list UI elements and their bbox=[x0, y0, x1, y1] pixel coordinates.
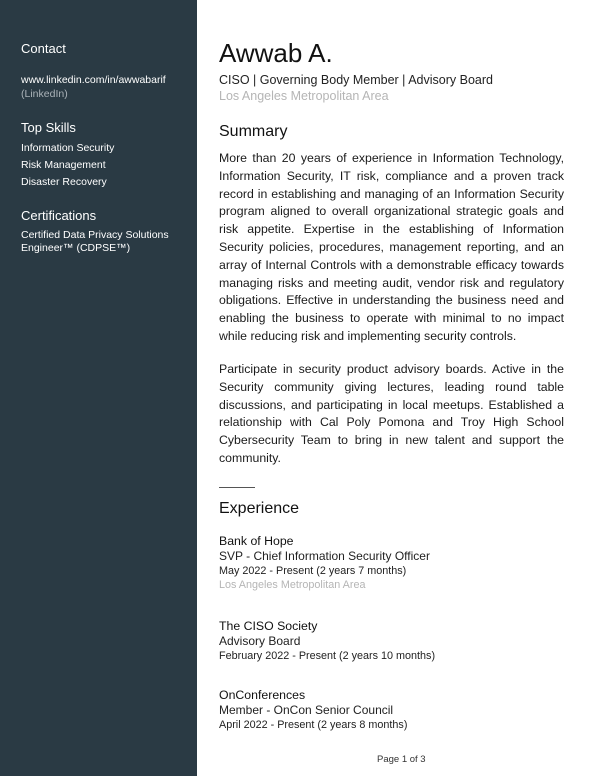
profile-name: Awwab A. bbox=[219, 38, 333, 68]
linkedin-link[interactable]: www.linkedin.com/in/awwabarif bbox=[21, 74, 166, 86]
section-divider bbox=[219, 487, 255, 488]
job-dates: April 2022 - Present (2 years 8 months) bbox=[219, 719, 408, 731]
linkedin-label[interactable]: (LinkedIn) bbox=[21, 88, 68, 100]
company-name: The CISO Society bbox=[219, 619, 318, 633]
company-name: OnConferences bbox=[219, 688, 306, 702]
certification-item: Certified Data Privacy Solutions bbox=[21, 229, 169, 241]
skill-item: Information Security bbox=[21, 142, 115, 154]
experience-entry bbox=[219, 618, 435, 663]
page-number: Page 1 of 3 bbox=[377, 754, 426, 765]
experience-entry bbox=[219, 533, 430, 592]
top-skills-heading: Top Skills bbox=[21, 120, 76, 135]
summary-heading: Summary bbox=[219, 123, 288, 140]
job-title: Member - OnCon Senior Council bbox=[219, 703, 394, 717]
experience-entry bbox=[219, 687, 407, 732]
job-location: Los Angeles Metropolitan Area bbox=[219, 579, 366, 591]
skill-item: Risk Management bbox=[21, 159, 106, 171]
job-title: SVP - Chief Information Security Officer bbox=[219, 549, 430, 563]
profile-location: Los Angeles Metropolitan Area bbox=[219, 89, 389, 103]
certification-item-cont: Engineer™ (CDPSE™) bbox=[21, 242, 131, 254]
skill-item: Disaster Recovery bbox=[21, 176, 107, 188]
company-name: Bank of Hope bbox=[219, 534, 294, 548]
profile-headline: CISO | Governing Body Member | Advisory Board bbox=[219, 73, 493, 87]
summary-paragraph-1: More than 20 years of experience in Information Technology, Information Security, IT risk, compliance and a proven track record in establishing and managing of an Information Security program aligned to overall organizational strategic goals and risk appetite. Expertise in the establishing of Information Security policies, procedures, management reporting, and an array of Internal Controls with a demonstrable efficacy towards managing risks and meeting audit, vendor risk and regulatory obligations. Effective in understanding the business need and enabling the business to operate with minimal to no impact while reducing risk and implementing security controls. bbox=[219, 151, 564, 343]
job-dates: February 2022 - Present (2 years 10 months) bbox=[219, 650, 436, 662]
job-title: Advisory Board bbox=[219, 634, 301, 648]
job-dates: May 2022 - Present (2 years 7 months) bbox=[219, 565, 407, 577]
certifications-heading: Certifications bbox=[21, 208, 97, 223]
sidebar bbox=[0, 0, 197, 776]
experience-heading: Experience bbox=[219, 500, 300, 517]
summary-paragraph-2: Participate in security product advisory boards. Active in the Security community giving lectures, leading round table discussions, and participating in local meetups. Established a relationship with Cal Poly Pomona and Troy High School Cybersecurity Team to bring in new talent and support the community. bbox=[219, 362, 564, 465]
contact-heading: Contact bbox=[21, 41, 66, 56]
